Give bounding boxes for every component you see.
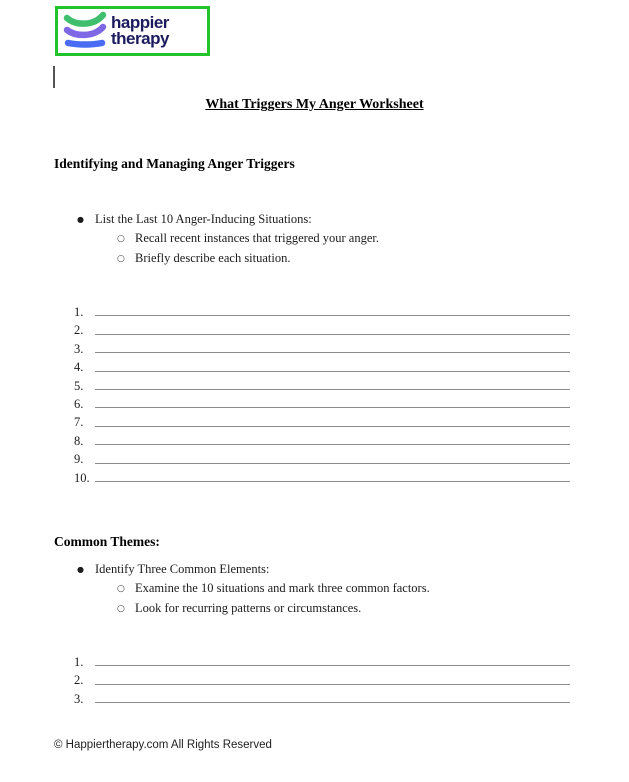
section1-heading: Identifying and Managing Anger Triggers	[54, 156, 295, 171]
bullet-icon: ●	[77, 215, 84, 224]
line-number: 6.	[74, 396, 84, 411]
list-item	[77, 562, 589, 581]
line-number: 5.	[74, 378, 84, 393]
blank-line[interactable]	[95, 426, 570, 427]
list-item	[77, 212, 589, 231]
section2-heading: Common Themes:	[54, 534, 160, 549]
blank-line[interactable]	[95, 481, 570, 482]
blank-line[interactable]	[95, 371, 570, 372]
answer-row	[72, 338, 570, 356]
happier-therapy-logo	[55, 6, 210, 56]
line-number: 1.	[74, 305, 84, 320]
logo-wordmark	[111, 15, 169, 46]
sub-bullet-text: Briefly describe each situation.	[135, 250, 291, 265]
answer-row	[72, 411, 570, 429]
answer-row	[72, 669, 570, 687]
blank-line[interactable]	[95, 665, 570, 666]
logo-waves-icon	[62, 9, 108, 54]
section1-answer-lines	[72, 301, 570, 485]
bullet-icon: ●	[77, 565, 84, 574]
blank-line[interactable]	[95, 389, 570, 390]
sub-bullet-text: Examine the 10 situations and mark three common factors.	[135, 581, 430, 596]
answer-row	[72, 301, 570, 319]
circle-bullet-icon: ○	[117, 584, 125, 595]
line-number: 8.	[74, 433, 84, 448]
section2-bullet-list	[77, 562, 589, 620]
blank-line[interactable]	[95, 352, 570, 353]
circle-bullet-icon: ○	[117, 253, 125, 264]
page-title: What Triggers My Anger Worksheet	[205, 97, 424, 112]
line-number: 4.	[74, 360, 84, 375]
bullet-text: Identify Three Common Elements:	[95, 562, 270, 576]
copyright-footer: © Happiertherapy.com All Rights Reserved	[54, 739, 272, 751]
line-number: 3.	[74, 691, 84, 706]
list-item	[117, 601, 589, 620]
answer-row	[72, 467, 570, 485]
section1-bullet-list	[77, 212, 589, 270]
list-item	[117, 581, 589, 600]
answer-row	[72, 319, 570, 337]
logo-word-therapy: therapy	[111, 29, 169, 48]
line-number: 2.	[74, 323, 84, 338]
sub-bullet-text: Look for recurring patterns or circumstances.	[135, 600, 362, 615]
blank-line[interactable]	[95, 684, 570, 685]
sub-bullet-text: Recall recent instances that triggered your anger.	[135, 231, 379, 246]
blank-line[interactable]	[95, 315, 570, 316]
line-number: 7.	[74, 415, 84, 430]
line-number: 2.	[74, 673, 84, 688]
circle-bullet-icon: ○	[117, 234, 125, 245]
text-caret	[53, 66, 55, 88]
list-item	[117, 251, 589, 270]
circle-bullet-icon: ○	[117, 603, 125, 614]
blank-line[interactable]	[95, 334, 570, 335]
answer-row	[72, 375, 570, 393]
line-number: 10.	[74, 470, 90, 485]
answer-row	[72, 651, 570, 669]
bullet-text: List the Last 10 Anger-Inducing Situations:	[95, 212, 312, 226]
answer-row	[72, 430, 570, 448]
line-number: 9.	[74, 452, 84, 467]
blank-line[interactable]	[95, 444, 570, 445]
answer-row	[72, 393, 570, 411]
answer-row	[72, 688, 570, 706]
logo-word-happier: happier	[111, 13, 169, 33]
list-item	[117, 231, 589, 250]
answer-row	[72, 448, 570, 466]
line-number: 1.	[74, 655, 84, 670]
answer-row	[72, 356, 570, 374]
line-number: 3.	[74, 341, 84, 356]
section2-answer-lines	[72, 651, 570, 706]
blank-line[interactable]	[95, 463, 570, 464]
blank-line[interactable]	[95, 407, 570, 408]
blank-line[interactable]	[95, 702, 570, 703]
